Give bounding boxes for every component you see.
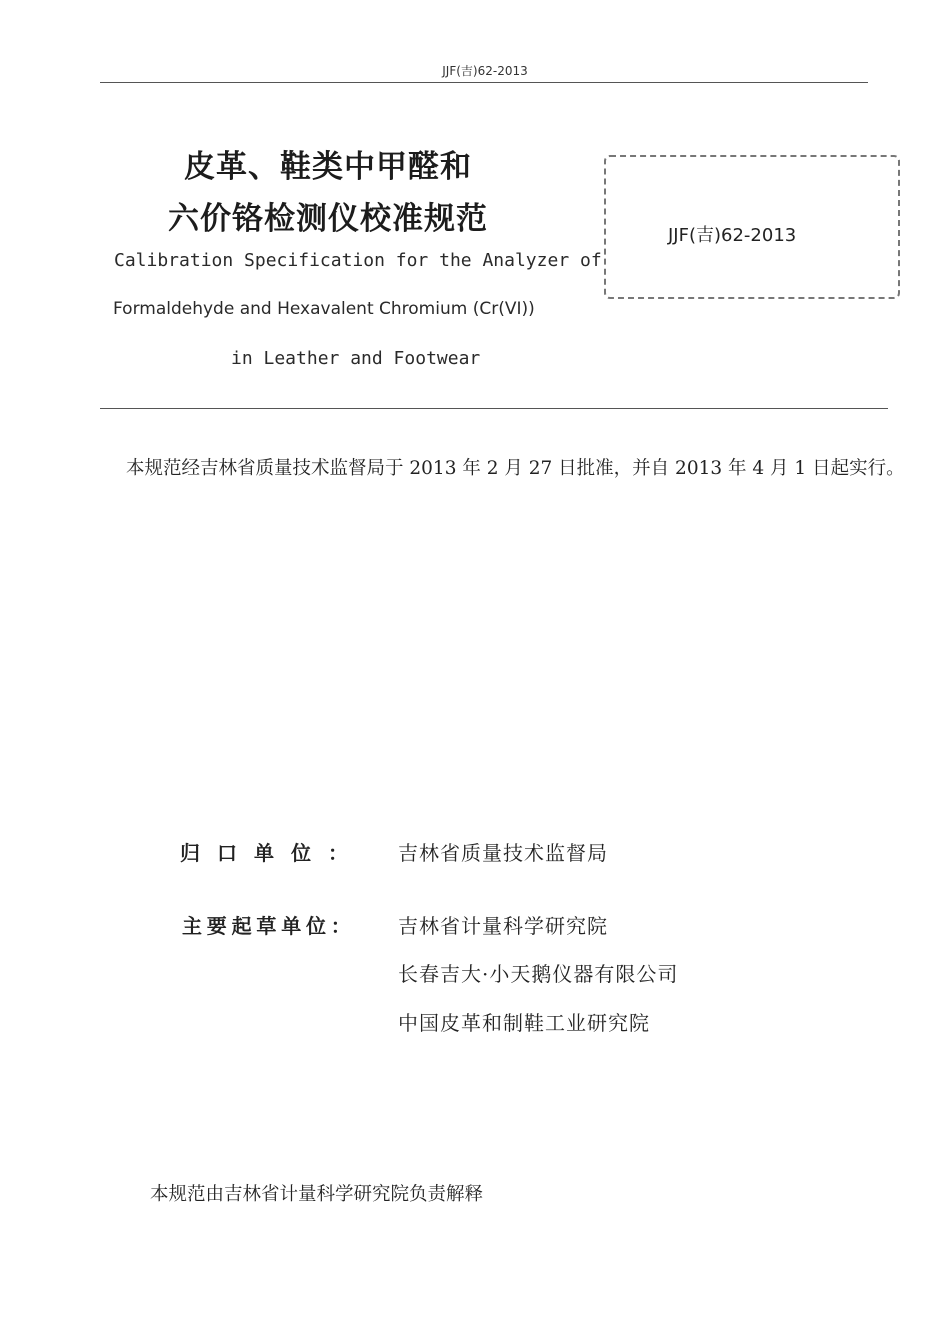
responsible-unit-value: 吉林省质量技术监督局 (398, 841, 608, 865)
title-en-line-3: in Leather and Footwear (231, 348, 481, 369)
header-standard-code: JJF(吉)62-2013 (442, 64, 528, 78)
responsible-unit-label: 归口单位： (180, 841, 365, 865)
title-zh-line-2: 六价铬检测仪校准规范 (168, 201, 488, 237)
title-divider (100, 408, 888, 409)
approval-statement: 本规范经吉林省质量技术监督局于 2013 年 2 月 27 日批准，并自 2013 年 4 月 1 日起实行。 (126, 458, 905, 479)
header-divider (100, 82, 868, 83)
interpretation-note: 本规范由吉林省计量科学研究院负责解释 (150, 1184, 484, 1205)
drafting-unit-1: 吉林省计量科学研究院 (398, 914, 608, 938)
title-zh-line-1: 皮革、鞋类中甲醛和 (184, 149, 472, 185)
title-en-line-1: Calibration Specification for the Analyzer of (114, 250, 602, 271)
standard-code-box-text: JJF(吉)62-2013 (668, 225, 797, 246)
drafting-unit-label: 主要起草单位： (182, 914, 356, 938)
title-en-line-2: Formaldehyde and Hexavalent Chromium (Cr(VI)) (113, 299, 535, 319)
drafting-unit-2: 长春吉大·小天鹅仪器有限公司 (398, 962, 679, 986)
drafting-unit-3: 中国皮革和制鞋工业研究院 (398, 1011, 650, 1035)
